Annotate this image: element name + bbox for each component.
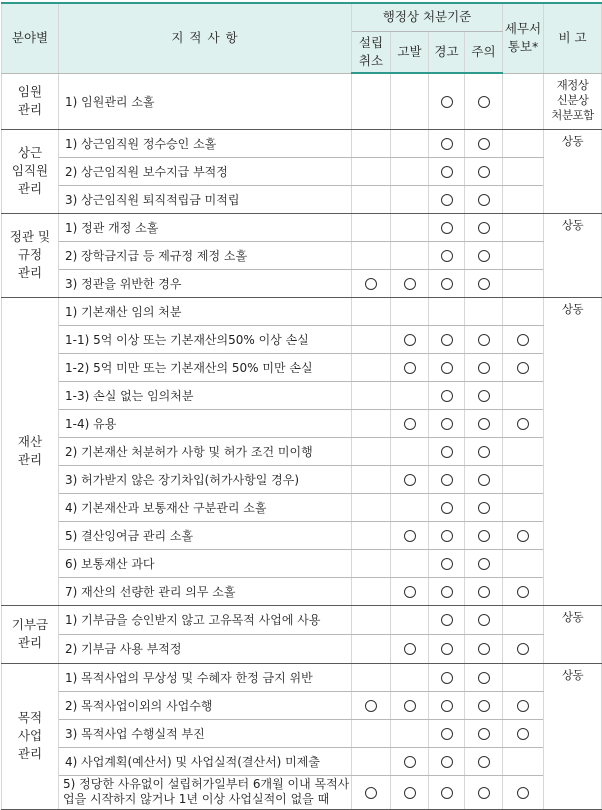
circle-mark-icon [517,362,529,374]
mark-cell-cancel [352,437,391,465]
circle-mark-icon [441,334,453,346]
mark-cell-accuse [391,775,429,809]
circle-mark-icon [517,586,529,598]
disposition-criteria-table [1,2,602,810]
table-row [2,663,602,691]
mark-cell-tax [503,157,544,185]
mark-cell-tax [503,465,544,493]
circle-mark-icon [478,530,490,542]
circle-mark-icon [404,334,416,346]
table-row [2,605,602,634]
header-tax [503,3,544,73]
field-cell: 목적 사업 관리 [2,663,59,809]
mark-cell-warn [429,241,465,269]
mark-cell-caution [465,241,503,269]
mark-cell-warn [429,719,465,747]
circle-mark-icon [478,502,490,514]
mark-cell-tax [503,381,544,409]
mark-cell-caution [465,719,503,747]
table-row [2,269,602,297]
field-cell: 임원 관리 [2,73,59,129]
header-cancel [352,31,391,73]
mark-cell-caution [465,297,503,325]
circle-mark-icon [365,700,377,712]
header-caution-label: 주의 [471,43,496,59]
circle-mark-icon [441,474,453,486]
mark-cell-warn [429,157,465,185]
circle-mark-icon [441,728,453,740]
note-cell: 상동 [544,213,602,297]
mark-cell-tax [503,775,544,809]
circle-mark-icon [517,700,529,712]
circle-mark-icon [478,787,490,799]
mark-cell-accuse [391,241,429,269]
circle-mark-icon [478,362,490,374]
mark-cell-caution [465,325,503,353]
mark-cell-caution [465,465,503,493]
mark-cell-accuse [391,663,429,691]
circle-mark-icon [441,96,453,108]
mark-cell-tax [503,325,544,353]
mark-cell-tax [503,409,544,437]
mark-cell-tax [503,213,544,241]
mark-cell-tax [503,634,544,663]
circle-mark-icon [478,446,490,458]
item-cell: 3) 상근임직원 퇴직적립금 미적립 [59,185,352,213]
mark-cell-tax [503,493,544,521]
item-cell: 5) 결산잉여금 관리 소홀 [59,521,352,549]
circle-mark-icon [441,672,453,684]
mark-cell-warn [429,353,465,381]
mark-cell-cancel [352,297,391,325]
table-row [2,381,602,409]
mark-cell-cancel [352,521,391,549]
circle-mark-icon [478,250,490,262]
mark-cell-cancel [352,269,391,297]
mark-cell-caution [465,493,503,521]
table-row [2,241,602,269]
item-cell: 1) 정관 개정 소홀 [59,213,352,241]
mark-cell-accuse [391,465,429,493]
mark-cell-warn [429,663,465,691]
item-cell: 2) 상근임직원 보수지급 부적정 [59,157,352,185]
table-header [2,3,602,73]
mark-cell-warn [429,465,465,493]
mark-cell-tax [503,549,544,577]
mark-cell-cancel [352,719,391,747]
circle-mark-icon [441,362,453,374]
table-row [2,129,602,157]
mark-cell-warn [429,437,465,465]
mark-cell-warn [429,297,465,325]
circle-mark-icon [478,474,490,486]
mark-cell-warn [429,129,465,157]
table-row [2,747,602,775]
mark-cell-accuse [391,325,429,353]
mark-cell-tax [503,521,544,549]
circle-mark-icon [441,643,453,655]
mark-cell-warn [429,605,465,634]
circle-mark-icon [478,672,490,684]
mark-cell-accuse [391,437,429,465]
mark-cell-warn [429,325,465,353]
table-row [2,719,602,747]
item-cell: 1) 목적사업의 무상성 및 수혜자 한정 금지 위반 [59,663,352,691]
table-row [2,634,602,663]
note-cell: 상동 [544,605,602,663]
mark-cell-tax [503,241,544,269]
item-cell: 2) 기본재산 처분허가 사항 및 허가 조건 미이행 [59,437,352,465]
item-cell: 7) 재산의 선량한 관리 의무 소홀 [59,577,352,605]
circle-mark-icon [365,278,377,290]
circle-mark-icon [404,586,416,598]
mark-cell-cancel [352,381,391,409]
circle-mark-icon [478,558,490,570]
circle-mark-icon [478,166,490,178]
item-cell: 1) 기부금을 승인받지 않고 고유목적 사업에 사용 [59,605,352,634]
item-cell: 3) 허가받지 않은 장기차입(허가사항일 경우) [59,465,352,493]
circle-mark-icon [517,643,529,655]
mark-cell-warn [429,577,465,605]
header-item [59,3,352,73]
mark-cell-caution [465,185,503,213]
item-cell: 1) 기본재산 임의 처분 [59,297,352,325]
header-note-label: 비 고 [558,30,587,46]
mark-cell-caution [465,437,503,465]
mark-cell-cancel [352,241,391,269]
mark-cell-cancel [352,129,391,157]
table-row [2,213,602,241]
field-cell: 정관 및 규정 관리 [2,213,59,297]
circle-mark-icon [441,390,453,402]
mark-cell-accuse [391,409,429,437]
circle-mark-icon [441,502,453,514]
mark-cell-tax [503,663,544,691]
header-tax-label: 세무서 통보* [504,21,542,55]
mark-cell-accuse [391,521,429,549]
mark-cell-caution [465,381,503,409]
circle-mark-icon [441,138,453,150]
mark-cell-warn [429,493,465,521]
circle-mark-icon [517,418,529,430]
mark-cell-cancel [352,549,391,577]
item-cell: 2) 목적사업이외의 사업수행 [59,691,352,719]
circle-mark-icon [517,728,529,740]
circle-mark-icon [441,418,453,430]
circle-mark-icon [478,586,490,598]
mark-cell-cancel [352,577,391,605]
circle-mark-icon [478,390,490,402]
mark-cell-caution [465,129,503,157]
table-row [2,73,602,129]
item-cell: 1) 상근임직원 정수승인 소홀 [59,129,352,157]
mark-cell-cancel [352,73,391,129]
mark-cell-cancel [352,634,391,663]
mark-cell-tax [503,577,544,605]
mark-cell-warn [429,775,465,809]
table-row [2,775,602,809]
mark-cell-caution [465,157,503,185]
item-cell: 3) 정관을 위반한 경우 [59,269,352,297]
mark-cell-accuse [391,157,429,185]
mark-cell-tax [503,691,544,719]
mark-cell-tax [503,129,544,157]
circle-mark-icon [441,700,453,712]
mark-cell-accuse [391,691,429,719]
item-cell: 3) 목적사업 수행실적 부진 [59,719,352,747]
mark-cell-tax [503,747,544,775]
table-row [2,325,602,353]
note-cell: 상동 [544,297,602,605]
header-accuse-label: 고발 [397,43,422,59]
table-row [2,577,602,605]
mark-cell-accuse [391,549,429,577]
header-field-label: 분야별 [11,30,49,46]
item-cell: 5) 정당한 사유없이 설립허가일부터 6개월 이내 목적사업을 시작하지 않거나 1년 이상 사업실적이 없을 때 [59,775,352,809]
circle-mark-icon [478,194,490,206]
table-row [2,185,602,213]
header-cancel-label: 설립 취소 [358,34,384,68]
table-row [2,493,602,521]
mark-cell-tax [503,437,544,465]
mark-cell-warn [429,691,465,719]
mark-cell-cancel [352,213,391,241]
mark-cell-accuse [391,185,429,213]
mark-cell-warn [429,185,465,213]
mark-cell-caution [465,213,503,241]
table-row [2,549,602,577]
circle-mark-icon [365,787,377,799]
circle-mark-icon [404,530,416,542]
mark-cell-caution [465,73,503,129]
mark-cell-accuse [391,493,429,521]
circle-mark-icon [517,530,529,542]
header-caution [465,31,503,73]
mark-cell-accuse [391,129,429,157]
mark-cell-caution [465,605,503,634]
header-item-label: 지 적 사 항 [171,30,239,46]
mark-cell-accuse [391,381,429,409]
item-cell: 1-1) 5억 이상 또는 기본재산의50% 이상 손실 [59,325,352,353]
header-disposition [352,3,503,31]
mark-cell-warn [429,634,465,663]
table-row [2,691,602,719]
mark-cell-caution [465,775,503,809]
item-cell: 1-4) 유용 [59,409,352,437]
mark-cell-accuse [391,577,429,605]
table-row [2,465,602,493]
item-cell: 4) 사업계획(예산서) 및 사업실적(결산서) 미제출 [59,747,352,775]
circle-mark-icon [441,166,453,178]
circle-mark-icon [404,418,416,430]
circle-mark-icon [441,222,453,234]
mark-cell-cancel [352,747,391,775]
mark-cell-cancel [352,185,391,213]
note-cell: 상동 [544,129,602,213]
mark-cell-caution [465,747,503,775]
header-accuse [391,31,429,73]
mark-cell-caution [465,663,503,691]
mark-cell-accuse [391,634,429,663]
circle-mark-icon [517,787,529,799]
mark-cell-accuse [391,747,429,775]
item-cell: 2) 기부금 사용 부적정 [59,634,352,663]
circle-mark-icon [404,700,416,712]
circle-mark-icon [404,643,416,655]
circle-mark-icon [478,614,490,626]
circle-mark-icon [404,474,416,486]
mark-cell-tax [503,73,544,129]
circle-mark-icon [478,96,490,108]
header-warn [429,31,465,73]
circle-mark-icon [478,418,490,430]
circle-mark-icon [478,138,490,150]
mark-cell-accuse [391,269,429,297]
mark-cell-accuse [391,297,429,325]
mark-cell-cancel [352,691,391,719]
table-row [2,521,602,549]
field-cell: 기부금 관리 [2,605,59,663]
mark-cell-cancel [352,465,391,493]
mark-cell-accuse [391,353,429,381]
note-cell: 재정상 신분상 처분포함 [544,73,602,129]
circle-mark-icon [404,278,416,290]
note-cell: 상동 [544,663,602,809]
mark-cell-tax [503,269,544,297]
table-row [2,353,602,381]
table-row [2,157,602,185]
circle-mark-icon [441,756,453,768]
mark-cell-accuse [391,719,429,747]
circle-mark-icon [404,787,416,799]
item-cell: 1) 임원관리 소홀 [59,73,352,129]
circle-mark-icon [404,362,416,374]
mark-cell-warn [429,381,465,409]
mark-cell-warn [429,269,465,297]
header-field [2,3,59,73]
mark-cell-caution [465,549,503,577]
table-body [2,73,602,809]
circle-mark-icon [441,194,453,206]
circle-mark-icon [478,728,490,740]
mark-cell-cancel [352,493,391,521]
mark-cell-caution [465,521,503,549]
mark-cell-cancel [352,157,391,185]
mark-cell-warn [429,747,465,775]
mark-cell-warn [429,213,465,241]
header-note [544,3,602,73]
circle-mark-icon [441,278,453,290]
circle-mark-icon [441,446,453,458]
table-row [2,409,602,437]
mark-cell-tax [503,353,544,381]
mark-cell-tax [503,719,544,747]
mark-cell-accuse [391,73,429,129]
table-row [2,297,602,325]
mark-cell-cancel [352,353,391,381]
mark-cell-caution [465,409,503,437]
mark-cell-accuse [391,605,429,634]
mark-cell-warn [429,409,465,437]
circle-mark-icon [517,334,529,346]
circle-mark-icon [478,278,490,290]
mark-cell-caution [465,577,503,605]
mark-cell-warn [429,521,465,549]
mark-cell-caution [465,353,503,381]
item-cell: 2) 장학금지급 등 제규정 제정 소홀 [59,241,352,269]
circle-mark-icon [441,614,453,626]
circle-mark-icon [478,643,490,655]
mark-cell-warn [429,549,465,577]
mark-cell-caution [465,269,503,297]
circle-mark-icon [478,700,490,712]
header-warn-label: 경고 [434,43,459,59]
mark-cell-cancel [352,325,391,353]
mark-cell-cancel [352,663,391,691]
mark-cell-caution [465,634,503,663]
item-cell: 6) 보통재산 과다 [59,549,352,577]
mark-cell-tax [503,297,544,325]
mark-cell-accuse [391,213,429,241]
item-cell: 1-2) 5억 미만 또는 기본재산의 50% 미만 손실 [59,353,352,381]
circle-mark-icon [441,558,453,570]
circle-mark-icon [478,334,490,346]
mark-cell-cancel [352,605,391,634]
circle-mark-icon [441,530,453,542]
mark-cell-tax [503,605,544,634]
field-cell: 상근 임직원 관리 [2,129,59,213]
circle-mark-icon [441,787,453,799]
mark-cell-warn [429,73,465,129]
mark-cell-caution [465,691,503,719]
mark-cell-tax [503,185,544,213]
item-cell: 4) 기본재산과 보통재산 구분관리 소홀 [59,493,352,521]
field-cell: 재산 관리 [2,297,59,605]
mark-cell-cancel [352,775,391,809]
table-row [2,437,602,465]
mark-cell-cancel [352,409,391,437]
circle-mark-icon [441,586,453,598]
item-cell: 1-3) 손실 없는 임의처분 [59,381,352,409]
circle-mark-icon [478,756,490,768]
circle-mark-icon [404,756,416,768]
header-disposition-label: 행정상 처분기준 [382,9,472,25]
circle-mark-icon [478,222,490,234]
circle-mark-icon [441,250,453,262]
